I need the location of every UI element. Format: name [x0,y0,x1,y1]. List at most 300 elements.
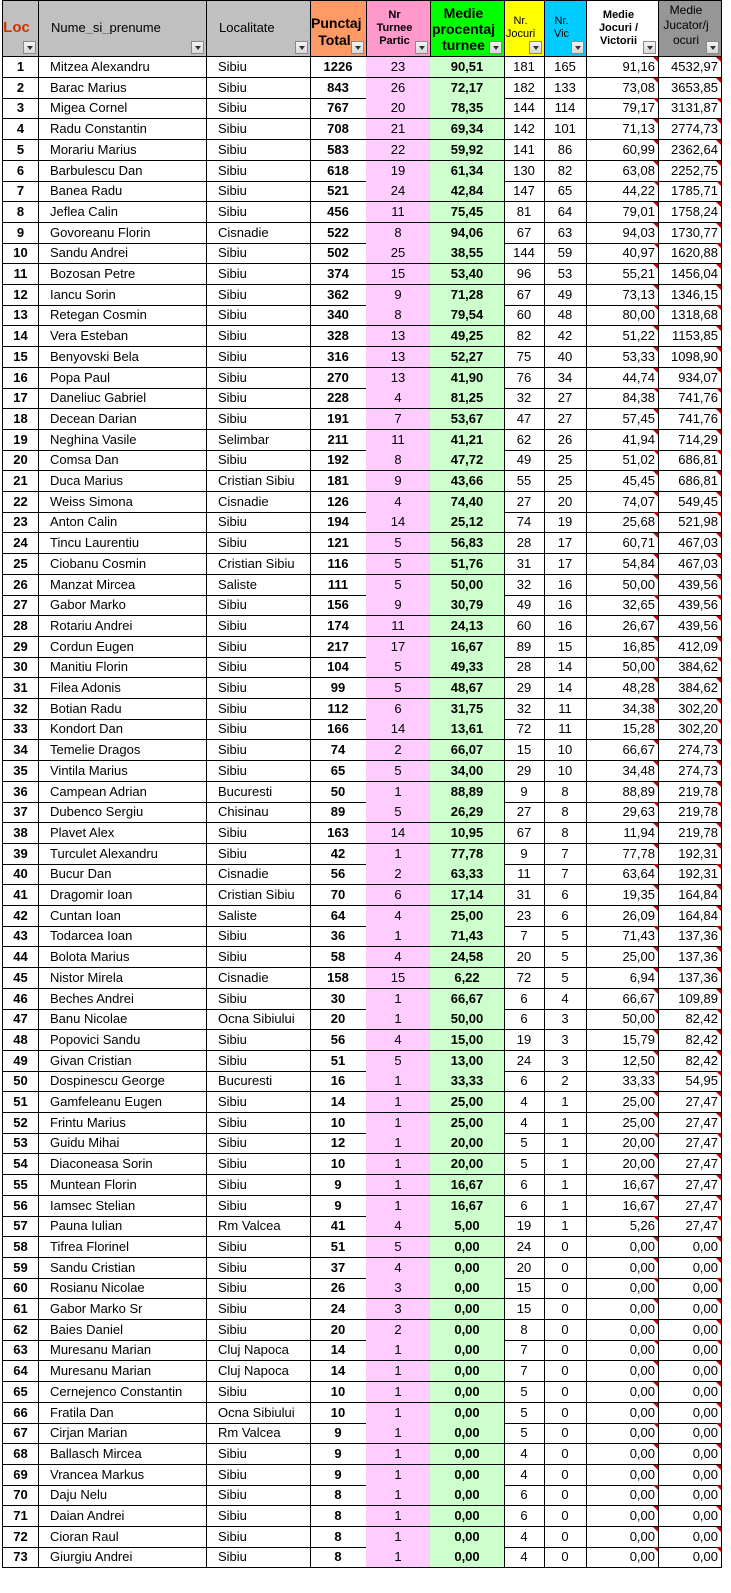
cell-city[interactable]: Cisnadie [206,492,311,513]
cell-avg[interactable]: 71,43 [586,926,659,947]
cell-score[interactable]: 1153,85 [658,326,722,347]
cell-city[interactable]: Chisinau [206,802,311,823]
cell-name[interactable]: Tincu Laurentiu [38,533,207,554]
cell-loc[interactable]: 24 [2,533,39,554]
cell-city[interactable]: Sibiu [206,512,311,533]
cell-name[interactable]: Cioran Raul [38,1527,207,1548]
cell-city[interactable]: Sibiu [206,368,311,389]
cell-total[interactable]: 116 [310,554,367,575]
cell-loc[interactable]: 43 [2,926,39,947]
cell-name[interactable]: Giurgiu Andrei [38,1547,207,1568]
cell-name[interactable]: Iamsec Stelian [38,1196,207,1217]
cell-loc[interactable]: 68 [2,1444,39,1465]
cell-loc[interactable]: 16 [2,368,39,389]
cell-total[interactable]: 340 [310,305,367,326]
cell-name[interactable]: Frintu Marius [38,1113,207,1134]
cell-total[interactable]: 194 [310,512,367,533]
cell-name[interactable]: Cernejenco Constantin [38,1382,207,1403]
cell-avg[interactable]: 32,65 [586,595,659,616]
cell-tourneys[interactable]: 1 [366,1506,431,1527]
cell-loc[interactable]: 37 [2,802,39,823]
cell-loc[interactable]: 8 [2,202,39,223]
cell-wins[interactable]: 65 [544,181,587,202]
cell-city[interactable]: Sibiu [206,1092,311,1113]
cell-name[interactable]: Benyovski Bela [38,347,207,368]
cell-wins[interactable]: 16 [544,575,587,596]
cell-score[interactable]: 82,42 [658,1051,722,1072]
cell-city[interactable]: Sibiu [206,1485,311,1506]
cell-wins[interactable]: 48 [544,305,587,326]
cell-city[interactable]: Sibiu [206,305,311,326]
cell-percent[interactable]: 0,00 [430,1382,505,1403]
cell-percent[interactable]: 0,00 [430,1258,505,1279]
cell-percent[interactable]: 63,33 [430,864,505,885]
cell-avg[interactable]: 63,08 [586,161,659,182]
cell-loc[interactable]: 5 [2,140,39,161]
cell-tourneys[interactable]: 15 [366,264,431,285]
cell-tourneys[interactable]: 4 [366,1258,431,1279]
cell-games[interactable]: 141 [504,140,545,161]
cell-total[interactable]: 708 [310,119,367,140]
cell-city[interactable]: Selimbar [206,430,311,451]
cell-loc[interactable]: 39 [2,844,39,865]
cell-score[interactable]: 27,47 [658,1154,722,1175]
cell-total[interactable]: 217 [310,637,367,658]
cell-tourneys[interactable]: 4 [366,947,431,968]
cell-tourneys[interactable]: 1 [366,1071,431,1092]
filter-dropdown-icon[interactable] [191,41,204,54]
cell-games[interactable]: 15 [504,1278,545,1299]
cell-name[interactable]: Fratila Dan [38,1403,207,1424]
cell-tourneys[interactable]: 25 [366,243,431,264]
cell-percent[interactable]: 13,61 [430,719,505,740]
cell-avg[interactable]: 25,00 [586,1113,659,1134]
cell-score[interactable]: 0,00 [658,1299,722,1320]
cell-games[interactable]: 7 [504,926,545,947]
cell-tourneys[interactable]: 14 [366,823,431,844]
cell-tourneys[interactable]: 1 [366,1196,431,1217]
cell-avg[interactable]: 33,33 [586,1071,659,1092]
cell-total[interactable]: 316 [310,347,367,368]
cell-percent[interactable]: 72,17 [430,78,505,99]
cell-loc[interactable]: 46 [2,989,39,1010]
cell-tourneys[interactable]: 8 [366,305,431,326]
cell-avg[interactable]: 44,22 [586,181,659,202]
cell-wins[interactable]: 165 [544,57,587,78]
cell-tourneys[interactable]: 5 [366,1051,431,1072]
cell-avg[interactable]: 0,00 [586,1403,659,1424]
cell-loc[interactable]: 72 [2,1527,39,1548]
cell-score[interactable]: 439,56 [658,616,722,637]
cell-city[interactable]: Cluj Napoca [206,1361,311,1382]
cell-loc[interactable]: 54 [2,1154,39,1175]
cell-name[interactable]: Beches Andrei [38,989,207,1010]
cell-tourneys[interactable]: 1 [366,926,431,947]
cell-name[interactable]: Comsa Dan [38,450,207,471]
cell-score[interactable]: 219,78 [658,823,722,844]
cell-tourneys[interactable]: 14 [366,719,431,740]
cell-score[interactable]: 0,00 [658,1382,722,1403]
cell-percent[interactable]: 0,00 [430,1527,505,1548]
cell-score[interactable]: 1098,90 [658,347,722,368]
cell-total[interactable]: 30 [310,989,367,1010]
cell-total[interactable]: 99 [310,678,367,699]
cell-city[interactable]: Cristian Sibiu [206,885,311,906]
cell-avg[interactable]: 15,79 [586,1030,659,1051]
cell-total[interactable]: 56 [310,1030,367,1051]
cell-name[interactable]: Plavet Alex [38,823,207,844]
cell-tourneys[interactable]: 6 [366,699,431,720]
cell-loc[interactable]: 42 [2,906,39,927]
cell-games[interactable]: 8 [504,1320,545,1341]
cell-tourneys[interactable]: 4 [366,388,431,409]
cell-score[interactable]: 741,76 [658,388,722,409]
cell-score[interactable]: 1456,04 [658,264,722,285]
cell-city[interactable]: Sibiu [206,595,311,616]
cell-loc[interactable]: 18 [2,409,39,430]
cell-avg[interactable]: 44,74 [586,368,659,389]
cell-games[interactable]: 32 [504,388,545,409]
cell-city[interactable]: Sibiu [206,1506,311,1527]
cell-wins[interactable]: 0 [544,1547,587,1568]
cell-score[interactable]: 27,47 [658,1133,722,1154]
cell-total[interactable]: 158 [310,968,367,989]
cell-avg[interactable]: 0,00 [586,1485,659,1506]
cell-avg[interactable]: 0,00 [586,1278,659,1299]
cell-percent[interactable]: 30,79 [430,595,505,616]
cell-loc[interactable]: 47 [2,1009,39,1030]
cell-loc[interactable]: 7 [2,181,39,202]
cell-avg[interactable]: 50,00 [586,1009,659,1030]
cell-name[interactable]: Kondort Dan [38,719,207,740]
cell-percent[interactable]: 71,28 [430,285,505,306]
cell-total[interactable]: 9 [310,1465,367,1486]
cell-wins[interactable]: 16 [544,595,587,616]
cell-wins[interactable]: 34 [544,368,587,389]
cell-games[interactable]: 67 [504,223,545,244]
cell-tourneys[interactable]: 1 [366,1444,431,1465]
cell-total[interactable]: 24 [310,1299,367,1320]
cell-avg[interactable]: 34,38 [586,699,659,720]
cell-city[interactable]: Sibiu [206,1030,311,1051]
cell-score[interactable]: 302,20 [658,719,722,740]
cell-total[interactable]: 166 [310,719,367,740]
cell-games[interactable]: 67 [504,285,545,306]
cell-city[interactable]: Sibiu [206,719,311,740]
cell-total[interactable]: 74 [310,740,367,761]
cell-wins[interactable]: 0 [544,1506,587,1527]
cell-loc[interactable]: 64 [2,1361,39,1382]
cell-avg[interactable]: 20,00 [586,1133,659,1154]
cell-games[interactable]: 89 [504,637,545,658]
cell-loc[interactable]: 44 [2,947,39,968]
cell-wins[interactable]: 82 [544,161,587,182]
cell-score[interactable]: 27,47 [658,1196,722,1217]
cell-wins[interactable]: 1 [544,1092,587,1113]
cell-wins[interactable]: 1 [544,1216,587,1237]
cell-total[interactable]: 20 [310,1009,367,1030]
cell-wins[interactable]: 0 [544,1485,587,1506]
cell-loc[interactable]: 10 [2,243,39,264]
cell-name[interactable]: Bolota Marius [38,947,207,968]
cell-score[interactable]: 439,56 [658,595,722,616]
cell-city[interactable]: Sibiu [206,1175,311,1196]
cell-score[interactable]: 1758,24 [658,202,722,223]
cell-city[interactable]: Rm Valcea [206,1216,311,1237]
cell-loc[interactable]: 3 [2,98,39,119]
cell-avg[interactable]: 71,13 [586,119,659,140]
cell-loc[interactable]: 36 [2,782,39,803]
cell-percent[interactable]: 0,00 [430,1444,505,1465]
cell-percent[interactable]: 0,00 [430,1547,505,1568]
cell-score[interactable]: 714,29 [658,430,722,451]
cell-wins[interactable]: 27 [544,409,587,430]
cell-percent[interactable]: 0,00 [430,1465,505,1486]
cell-name[interactable]: Muntean Florin [38,1175,207,1196]
cell-score[interactable]: 2252,75 [658,161,722,182]
cell-games[interactable]: 72 [504,968,545,989]
cell-percent[interactable]: 31,75 [430,699,505,720]
cell-wins[interactable]: 40 [544,347,587,368]
cell-total[interactable]: 121 [310,533,367,554]
cell-games[interactable]: 76 [504,368,545,389]
cell-avg[interactable]: 0,00 [586,1237,659,1258]
cell-city[interactable]: Bucuresti [206,1071,311,1092]
cell-tourneys[interactable]: 20 [366,98,431,119]
cell-city[interactable]: Sibiu [206,1278,311,1299]
cell-tourneys[interactable]: 9 [366,285,431,306]
cell-tourneys[interactable]: 9 [366,595,431,616]
cell-avg[interactable]: 0,00 [586,1444,659,1465]
cell-avg[interactable]: 26,09 [586,906,659,927]
cell-score[interactable]: 0,00 [658,1423,722,1444]
cell-percent[interactable]: 66,67 [430,989,505,1010]
cell-city[interactable]: Sibiu [206,699,311,720]
cell-name[interactable]: Banu Nicolae [38,1009,207,1030]
cell-games[interactable]: 6 [504,1009,545,1030]
cell-wins[interactable]: 8 [544,823,587,844]
cell-games[interactable]: 55 [504,471,545,492]
cell-games[interactable]: 5 [504,1423,545,1444]
filter-dropdown-icon[interactable] [643,41,656,54]
cell-total[interactable]: 502 [310,243,367,264]
cell-wins[interactable]: 2 [544,1071,587,1092]
cell-total[interactable]: 181 [310,471,367,492]
cell-total[interactable]: 56 [310,864,367,885]
cell-games[interactable]: 74 [504,512,545,533]
cell-loc[interactable]: 31 [2,678,39,699]
cell-percent[interactable]: 16,67 [430,1196,505,1217]
cell-percent[interactable]: 94,06 [430,223,505,244]
cell-percent[interactable]: 15,00 [430,1030,505,1051]
cell-tourneys[interactable]: 4 [366,492,431,513]
cell-wins[interactable]: 3 [544,1030,587,1051]
cell-name[interactable]: Gabor Marko [38,595,207,616]
cell-name[interactable]: Botian Radu [38,699,207,720]
cell-name[interactable]: Banea Radu [38,181,207,202]
cell-avg[interactable]: 84,38 [586,388,659,409]
cell-avg[interactable]: 0,00 [586,1465,659,1486]
cell-tourneys[interactable]: 3 [366,1299,431,1320]
cell-avg[interactable]: 51,02 [586,450,659,471]
cell-name[interactable]: Radu Constantin [38,119,207,140]
cell-games[interactable]: 6 [504,1485,545,1506]
cell-percent[interactable]: 90,51 [430,57,505,78]
cell-wins[interactable]: 1 [544,1175,587,1196]
cell-tourneys[interactable]: 1 [366,1465,431,1486]
cell-city[interactable]: Sibiu [206,1196,311,1217]
cell-percent[interactable]: 69,34 [430,119,505,140]
cell-avg[interactable]: 26,67 [586,616,659,637]
cell-city[interactable]: Sibiu [206,616,311,637]
cell-wins[interactable]: 11 [544,699,587,720]
cell-percent[interactable]: 79,54 [430,305,505,326]
cell-total[interactable]: 10 [310,1403,367,1424]
cell-percent[interactable]: 16,67 [430,1175,505,1196]
cell-wins[interactable]: 8 [544,782,587,803]
cell-avg[interactable]: 11,94 [586,823,659,844]
cell-score[interactable]: 741,76 [658,409,722,430]
cell-loc[interactable]: 33 [2,719,39,740]
cell-score[interactable]: 0,00 [658,1361,722,1382]
cell-games[interactable]: 75 [504,347,545,368]
cell-wins[interactable]: 5 [544,926,587,947]
cell-total[interactable]: 26 [310,1278,367,1299]
cell-percent[interactable]: 47,72 [430,450,505,471]
cell-city[interactable]: Sibiu [206,1258,311,1279]
cell-tourneys[interactable]: 1 [366,1154,431,1175]
cell-percent[interactable]: 41,90 [430,368,505,389]
cell-name[interactable]: Decean Darian [38,409,207,430]
cell-total[interactable]: 843 [310,78,367,99]
cell-percent[interactable]: 75,45 [430,202,505,223]
cell-total[interactable]: 362 [310,285,367,306]
cell-loc[interactable]: 30 [2,657,39,678]
cell-games[interactable]: 5 [504,1133,545,1154]
cell-loc[interactable]: 67 [2,1423,39,1444]
cell-total[interactable]: 9 [310,1444,367,1465]
cell-percent[interactable]: 0,00 [430,1485,505,1506]
cell-city[interactable]: Sibiu [206,1237,311,1258]
cell-total[interactable]: 42 [310,844,367,865]
cell-city[interactable]: Sibiu [206,409,311,430]
cell-city[interactable]: Sibiu [206,140,311,161]
cell-city[interactable]: Sibiu [206,347,311,368]
cell-name[interactable]: Bozosan Petre [38,264,207,285]
cell-tourneys[interactable]: 1 [366,1361,431,1382]
cell-loc[interactable]: 50 [2,1071,39,1092]
cell-games[interactable]: 6 [504,989,545,1010]
cell-tourneys[interactable]: 13 [366,347,431,368]
cell-name[interactable]: Temelie Dragos [38,740,207,761]
cell-score[interactable]: 0,00 [658,1527,722,1548]
cell-games[interactable]: 5 [504,1154,545,1175]
cell-loc[interactable]: 2 [2,78,39,99]
cell-loc[interactable]: 53 [2,1133,39,1154]
filter-dropdown-icon[interactable] [351,41,364,54]
cell-city[interactable]: Sibiu [206,947,311,968]
cell-percent[interactable]: 0,00 [430,1320,505,1341]
cell-games[interactable]: 7 [504,1361,545,1382]
cell-name[interactable]: Popovici Sandu [38,1030,207,1051]
cell-tourneys[interactable]: 5 [366,575,431,596]
cell-games[interactable]: 20 [504,947,545,968]
cell-games[interactable]: 7 [504,1340,545,1361]
cell-games[interactable]: 31 [504,885,545,906]
cell-tourneys[interactable]: 1 [366,844,431,865]
cell-avg[interactable]: 40,97 [586,243,659,264]
cell-loc[interactable]: 60 [2,1278,39,1299]
cell-name[interactable]: Pauna Iulian [38,1216,207,1237]
cell-city[interactable]: Sibiu [206,388,311,409]
cell-total[interactable]: 174 [310,616,367,637]
cell-avg[interactable]: 88,89 [586,782,659,803]
cell-avg[interactable]: 0,00 [586,1506,659,1527]
cell-loc[interactable]: 12 [2,285,39,306]
cell-avg[interactable]: 57,45 [586,409,659,430]
cell-total[interactable]: 10 [310,1154,367,1175]
cell-score[interactable]: 137,36 [658,968,722,989]
cell-score[interactable]: 686,81 [658,471,722,492]
cell-wins[interactable]: 101 [544,119,587,140]
cell-score[interactable]: 1730,77 [658,223,722,244]
cell-name[interactable]: Manitiu Florin [38,657,207,678]
filter-dropdown-icon[interactable] [23,41,36,54]
cell-percent[interactable]: 0,00 [430,1340,505,1361]
cell-wins[interactable]: 5 [544,947,587,968]
cell-tourneys[interactable]: 5 [366,533,431,554]
cell-wins[interactable]: 8 [544,802,587,823]
cell-tourneys[interactable]: 26 [366,78,431,99]
cell-games[interactable]: 5 [504,1382,545,1403]
cell-avg[interactable]: 91,16 [586,57,659,78]
cell-games[interactable]: 32 [504,699,545,720]
cell-total[interactable]: 51 [310,1051,367,1072]
cell-percent[interactable]: 0,00 [430,1423,505,1444]
cell-tourneys[interactable]: 1 [366,1340,431,1361]
cell-percent[interactable]: 0,00 [430,1361,505,1382]
cell-score[interactable]: 82,42 [658,1009,722,1030]
cell-percent[interactable]: 6,22 [430,968,505,989]
cell-games[interactable]: 15 [504,740,545,761]
cell-percent[interactable]: 0,00 [430,1237,505,1258]
cell-percent[interactable]: 0,00 [430,1403,505,1424]
cell-avg[interactable]: 0,00 [586,1382,659,1403]
cell-name[interactable]: Gamfeleanu Eugen [38,1092,207,1113]
cell-wins[interactable]: 1 [544,1154,587,1175]
cell-percent[interactable]: 20,00 [430,1133,505,1154]
cell-score[interactable]: 0,00 [658,1258,722,1279]
cell-tourneys[interactable]: 1 [366,1547,431,1568]
cell-wins[interactable]: 26 [544,430,587,451]
cell-avg[interactable]: 74,07 [586,492,659,513]
cell-total[interactable]: 192 [310,450,367,471]
cell-wins[interactable]: 42 [544,326,587,347]
cell-score[interactable]: 384,62 [658,657,722,678]
cell-wins[interactable]: 17 [544,554,587,575]
cell-name[interactable]: Barbulescu Dan [38,161,207,182]
cell-percent[interactable]: 33,33 [430,1071,505,1092]
cell-loc[interactable]: 20 [2,450,39,471]
cell-score[interactable]: 192,31 [658,864,722,885]
cell-tourneys[interactable]: 13 [366,368,431,389]
cell-percent[interactable]: 52,27 [430,347,505,368]
cell-percent[interactable]: 25,00 [430,1092,505,1113]
cell-loc[interactable]: 17 [2,388,39,409]
cell-name[interactable]: Ballasch Mircea [38,1444,207,1465]
cell-total[interactable]: 36 [310,926,367,947]
cell-score[interactable]: 0,00 [658,1444,722,1465]
